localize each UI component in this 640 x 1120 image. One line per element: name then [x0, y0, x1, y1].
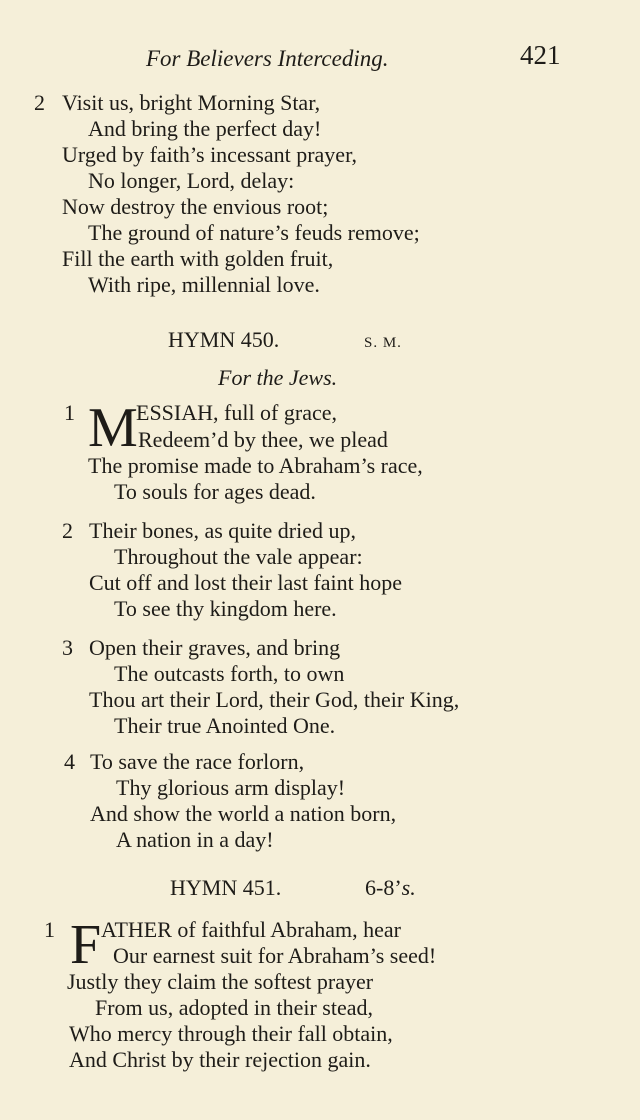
verse-line: Their bones, as quite dried up,: [89, 518, 356, 543]
stanza-number: 4: [64, 749, 75, 774]
verse-line: Cut off and lost their last faint hope: [89, 570, 403, 595]
stanza-number: 2: [62, 518, 73, 543]
verse-line: ATHER of faithful Abraham, hear: [101, 917, 401, 942]
verse-line: Thou art their Lord, their God, their King,: [89, 687, 460, 712]
stanza-number: 2: [34, 90, 45, 115]
hymn-title: HYMN 451.: [170, 875, 282, 900]
verse-line: To save the race forlorn,: [90, 749, 305, 774]
stanza-number: 1: [64, 400, 75, 425]
meter-number: 6-8’: [365, 875, 402, 900]
verse-line: The promise made to Abraham’s race,: [88, 453, 423, 478]
verse-line: Urged by faith’s incessant prayer,: [62, 142, 358, 167]
hymn-meter: S. M.: [364, 335, 402, 351]
verse-line: And bring the perfect day!: [88, 116, 322, 141]
verse-line: To see thy kingdom here.: [114, 596, 337, 621]
running-title: For Believers Interceding.: [146, 46, 389, 71]
verse-line: Throughout the vale appear:: [114, 544, 363, 569]
verse-line: Open their graves, and bring: [89, 635, 341, 660]
hymn-meter: [365, 875, 416, 901]
hymn-title: HYMN 450.: [168, 327, 280, 352]
verse-line: Who mercy through their fall obtain,: [69, 1021, 393, 1046]
verse-line: No longer, Lord, delay:: [88, 168, 295, 193]
verse-line: Now destroy the envious root;: [62, 194, 329, 219]
verse-line: Justly they claim the softest prayer: [67, 969, 374, 994]
verse-line: With ripe, millennial love.: [88, 272, 320, 297]
verse-line: The ground of nature’s feuds remove;: [88, 220, 420, 245]
stanza-number: 1: [44, 917, 55, 942]
verse-line: Their true Anointed One.: [114, 713, 336, 738]
verse-line: Our earnest suit for Abraham’s seed!: [113, 943, 437, 968]
verse-line: ESSIAH, full of grace,: [136, 400, 338, 425]
drop-cap: M: [88, 397, 138, 459]
verse-line: A nation in a day!: [116, 827, 274, 852]
verse-line: Fill the earth with golden fruit,: [62, 246, 334, 271]
verse-line: Thy glorious arm display!: [116, 775, 346, 800]
stanza-number: 3: [62, 635, 73, 660]
page-number: 421: [520, 40, 561, 70]
drop-cap: F: [70, 914, 102, 976]
verse-line: Redeem’d by thee, we plead: [138, 427, 388, 452]
verse-line: To souls for ages dead.: [114, 479, 316, 504]
hymn-subtitle: For the Jews.: [218, 365, 338, 390]
verse-line: Visit us, bright Morning Star,: [62, 90, 321, 115]
verse-line: And show the world a nation born,: [90, 801, 397, 826]
meter-suffix: s.: [401, 875, 416, 900]
verse-line: And Christ by their rejection gain.: [69, 1047, 371, 1072]
verse-line: From us, adopted in their stead,: [95, 995, 374, 1020]
verse-line: The outcasts forth, to own: [114, 661, 345, 686]
